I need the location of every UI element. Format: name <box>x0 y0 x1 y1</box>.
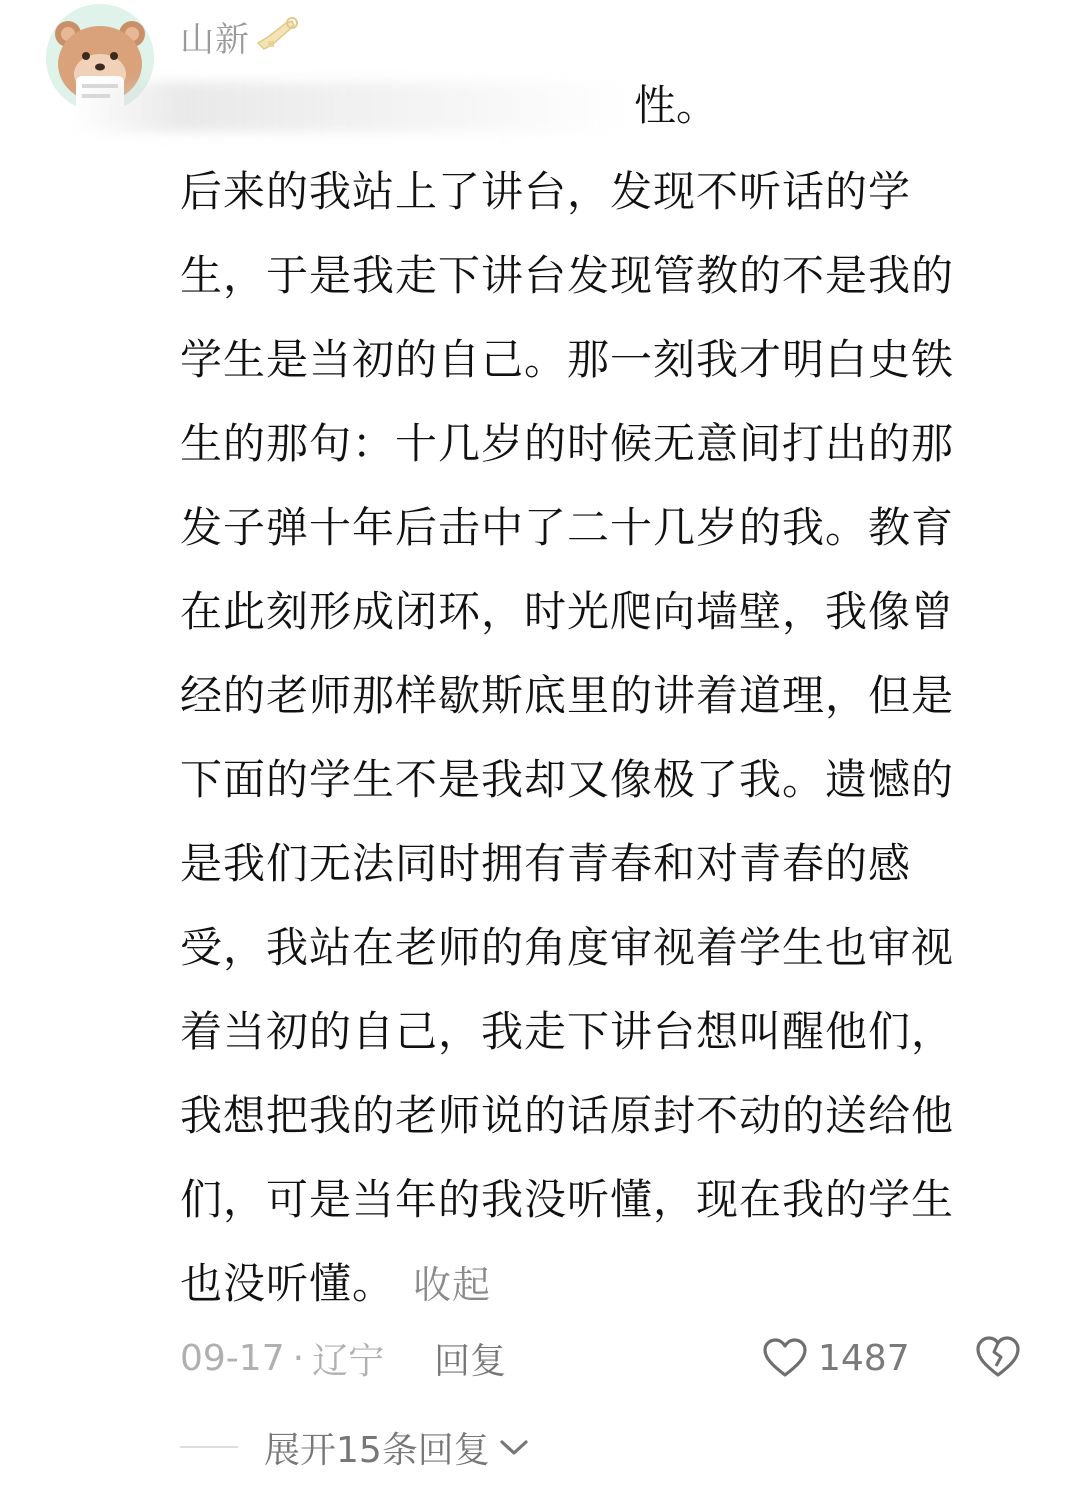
comment-body <box>180 150 1010 1326</box>
comment-line: 我想把我的老师说的话原封不动的送给他 <box>180 1091 955 1140</box>
comment-line: 们，可是当年的我没听懂，现在我的学生 <box>180 1175 955 1224</box>
trumpet-icon <box>254 17 300 55</box>
username-row <box>180 14 300 58</box>
previous-text-tail: 性。 <box>634 81 719 130</box>
comment-line: 受，我站在老师的角度审视着学生也审视 <box>180 923 955 972</box>
broken-heart-icon[interactable] <box>974 1334 1022 1380</box>
expand-replies[interactable] <box>180 1422 530 1472</box>
comment-line: 学生是当初的自己。那一刻我才明白史铁 <box>180 335 955 384</box>
comment-line: 生，于是我走下讲台发现管教的不是我的 <box>180 251 955 300</box>
comment-line: 经的老师那样歇斯底里的讲着道理，但是 <box>180 671 955 720</box>
expand-divider <box>180 1446 238 1448</box>
comment-last-line <box>180 1242 1010 1326</box>
comment-line: 是我们无法同时拥有青春和对青春的感 <box>180 839 912 888</box>
comment-line: 在此刻形成闭环，时光爬向墙壁，我像曾 <box>180 587 955 636</box>
chevron-down-icon <box>498 1437 530 1457</box>
comment-line: 下面的学生不是我却又像极了我。遗憾的 <box>180 755 955 804</box>
comment-line: 生的那句：十几岁的时候无意间打出的那 <box>180 419 955 468</box>
collapse-link[interactable]: 收起 <box>413 1263 492 1307</box>
comment-date: 09-17 <box>180 1337 285 1379</box>
heart-icon <box>762 1337 808 1379</box>
blurred-previous-text <box>70 82 630 132</box>
comment-meta-row <box>180 1330 1030 1386</box>
meta-separator: · <box>292 1337 305 1379</box>
comment-line: 着当初的自己，我走下讲台想叫醒他们， <box>180 1007 955 1056</box>
like-button[interactable] <box>762 1330 910 1386</box>
like-count: 1487 <box>818 1337 910 1379</box>
reply-button[interactable]: 回复 <box>434 1340 507 1382</box>
comment-last-text: 也没听懂。 <box>180 1259 396 1308</box>
comment-line: 发子弹十年后击中了二十几岁的我。教育 <box>180 503 955 552</box>
comment-location: 辽宁 <box>312 1340 385 1382</box>
expand-replies-label: 展开15条回复 <box>264 1429 490 1471</box>
comment-line: 后来的我站上了讲台，发现不听话的学 <box>180 167 912 216</box>
username[interactable]: 山新 <box>180 19 250 60</box>
